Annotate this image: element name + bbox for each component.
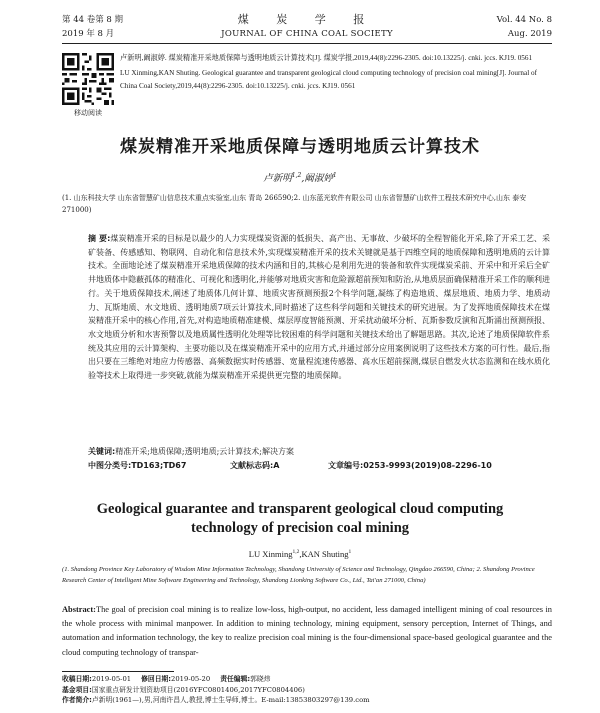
keywords-label-cn: 关键词: bbox=[88, 447, 116, 456]
article-number-value: 0253-9993(2019)08-2296-10 bbox=[363, 461, 492, 470]
author-bio-label: 作者简介: bbox=[62, 696, 92, 704]
keywords-cn bbox=[88, 445, 550, 458]
editor-name: 郭晓炜 bbox=[250, 675, 271, 683]
author-2-cn: 阚淑婷 bbox=[304, 173, 333, 184]
header-volume-en bbox=[497, 13, 552, 41]
abstract-en bbox=[62, 603, 552, 660]
clc-value: TD163;TD67 bbox=[131, 461, 187, 470]
fund-label: 基金项目: bbox=[62, 685, 92, 694]
abstract-label-en: Abstract: bbox=[62, 605, 96, 614]
author-sep-cn: , bbox=[301, 173, 305, 184]
journal-name-cn: 煤 炭 学 报 bbox=[237, 13, 377, 26]
abstract-label-cn: 摘 要: bbox=[88, 234, 111, 243]
revised-date: 2019-05-20 bbox=[171, 675, 211, 683]
abstract-text-en: The goal of precision coal mining is to realize low-loss, high-output, no accident, less damaged intelligent mining of coal resources in the whole process with minimal manpower. In addition to mining technology, mining equipment, sensory perception, Internet of Things, and automation and information technology, the key to realize precision coal mining is the four-dimensional space-based geological guarantee and the cloud computing technology of transpar- bbox=[62, 605, 552, 657]
article-number-label: 文章编号: bbox=[328, 461, 364, 470]
footnote-divider bbox=[62, 671, 174, 672]
paper-title-en-text: Geological guarantee and transparent geological cloud computing technology of precision coal mining bbox=[96, 501, 504, 536]
footnote bbox=[62, 674, 552, 706]
qr-caption: 移动阅读 bbox=[74, 109, 102, 117]
paper-title-cn: 煤炭精准开采地质保障与透明地质云计算技术 bbox=[120, 137, 480, 157]
editor-label: 责任编辑: bbox=[220, 675, 251, 683]
received-label: 收稿日期: bbox=[62, 675, 92, 683]
affiliations-en: (1. Shandong Province Key Laboratory of Wisdom Mine Information Technology, Shandong University of Science and Technology, Qingdao 266590, China; 2. Shandong Province Research Center of Intelligent Mine Software Engineering and Technology, Shandong Lionking Software Co., Ltd., Tai'an 271000, China) bbox=[62, 566, 535, 584]
revised-label: 修回日期: bbox=[141, 675, 172, 683]
author-1-cn: 卢新明 bbox=[263, 173, 292, 184]
header-left-bottom: 2019 年 8 月 bbox=[62, 29, 115, 39]
citation-en: LU Xinming,KAN Shuting. Geological guarantee and transparent geological cloud computing technology of precision coal mining[J]. Journal of China Coal Society,2019,44(8):2296-2305. doi:10.13225/j. cnki. jccs. KJ19. 0561 bbox=[120, 68, 537, 90]
author-2-affil-en: 1 bbox=[348, 549, 352, 556]
running-header bbox=[62, 13, 552, 44]
author-2-affil-cn: 1 bbox=[332, 171, 337, 179]
header-left-top: 第 44 卷第 8 期 bbox=[62, 15, 124, 25]
document-code bbox=[230, 459, 279, 472]
received-date: 2019-05-01 bbox=[91, 675, 132, 683]
header-right-top: Vol. 44 No. 8 bbox=[496, 15, 552, 25]
fund-value: 国家重点研发计划资助项目(2016YFC0801406,2017YFC0804406) bbox=[91, 685, 305, 694]
footnote-fund bbox=[62, 685, 552, 696]
citation-block bbox=[120, 52, 552, 94]
affiliations-cn: (1. 山东科技大学 山东省智慧矿山信息技术重点实验室,山东 青岛 266590;2. 山东蓝光软件有限公司 山东省智慧矿山软件工程技术研究中心,山东 泰安 271000) bbox=[62, 194, 527, 214]
author-1-affil-cn: 1,2 bbox=[291, 171, 302, 179]
keywords-text-cn: 精准开采;地质保障;透明地质;云计算技术;解决方案 bbox=[115, 447, 294, 456]
author-1-affil-en: 1,2 bbox=[292, 549, 300, 556]
document-code-label: 文献标志码: bbox=[230, 461, 274, 470]
authors-cn bbox=[0, 170, 600, 184]
paper-title-en bbox=[0, 500, 600, 538]
author-sep-en: , bbox=[299, 549, 302, 559]
article-number bbox=[328, 459, 492, 472]
clc-number bbox=[88, 459, 186, 472]
header-right-bottom: Aug. 2019 bbox=[507, 29, 552, 39]
qr-code-icon[interactable] bbox=[62, 53, 114, 105]
abstract-text-cn: 煤炭精准开采的目标是以最少的人力实现煤炭资源的低损失、高产出、无事故、少破坏的全程智能化开采,除了开采工艺、采矿装备、传感感知、物联网、自动化和信息技术外,实现煤炭精准开采的技术关键就是基于四维空间的地质保障和透明地质的云计算技术。全面地论述了煤炭精准开采地质保障的技术内涵和目的,其核心是利用先进的装备和软件实现煤炭采前、开采中和开采后全矿井地质体中隐蔽孤体的精准化、可视化和透明化,并能够对地质灾害和危险源超前预知和防治,从地质层面确保精准开采工作的顺利进行。关于地质保障技术,阐述了地质体几何计算、地质灾害预测预报2个科学问题,凝练了构造地质、煤层地质、地质力学、地质动力、瓦斯地质、水文地质、透明地质7项云计算技术,同时描述了这些科学问题和关键技术的研究进展。为了发挥地质保障技术在煤炭精准开采中的核心作用,首先,对构造地质精准建模、煤层厚度智能预测、开采扰动破坏分析、瓦斯参数反演和瓦斯涌出预测预报、水文地质分析和水害预警以及地质属性透明化处理等比较困难的科学问题和关键技术给出了解题思路。其次,论述了地质保障软件系统及其应用的云计算架构、主要功能以及在煤炭精准开采中的应用方式,并通过部分应用案例说明了这些技术方案的可行性。最后,指出只要在三维绝对地应力传感器、高频数据实时传感器、宽量程流速传感器、高水压超前探测,煤层自燃发火状态监测和在线水质化验等技术上取得进一步突破,就能为煤炭精准开采提供更完整的地质保障。 bbox=[88, 234, 551, 381]
journal-name-en: JOURNAL OF CHINA COAL SOCIETY bbox=[221, 29, 393, 39]
author-2-en: KAN Shuting bbox=[301, 549, 349, 559]
footnote-author bbox=[62, 695, 552, 706]
abstract-cn bbox=[88, 232, 550, 383]
citation-cn: 卢新明,阚淑婷. 煤炭精准开采地质保障与透明地质云计算技术[J]. 煤炭学报,2019,44(8):2296-2305. doi:10.13225/j. cnki. jccs. KJ19. 0561 bbox=[120, 54, 533, 62]
authors-en bbox=[0, 549, 600, 559]
footnote-dates bbox=[62, 674, 552, 685]
author-1-en: LU Xinming bbox=[248, 549, 293, 559]
document-code-value: A bbox=[273, 461, 280, 470]
author-bio-value: 卢新明(1961—),男,河南许昌人,教授,博士生导师,博士。E-mail:13853803297@139.com bbox=[91, 696, 370, 704]
clc-label: 中图分类号: bbox=[88, 461, 132, 470]
header-journal-name bbox=[62, 13, 552, 41]
